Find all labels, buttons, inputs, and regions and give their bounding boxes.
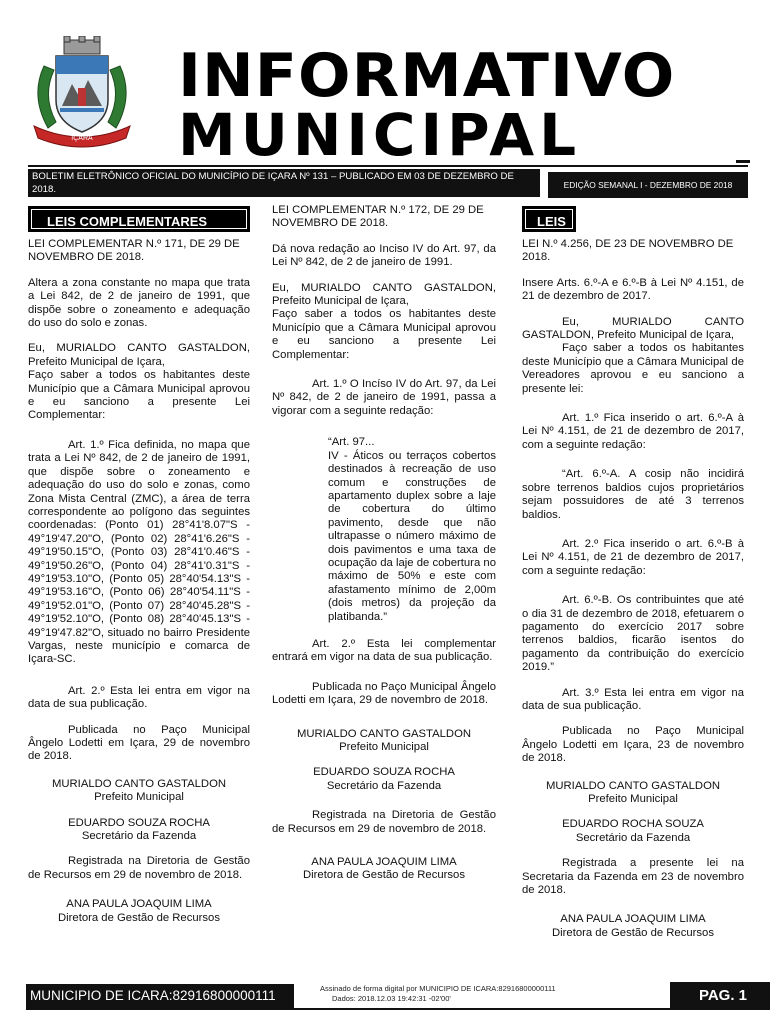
- signature-name: MURIALDO CANTO GASTALDON: [296, 727, 472, 740]
- law-publicada: Publicada no Paço Municipal Ângelo Lodetti em Içara, 23 de novembro de 2018.: [522, 725, 744, 765]
- edicao-badge: EDIÇÃO SEMANAL I - DEZEMBRO DE 2018: [548, 172, 748, 198]
- law-preambulo-2: Faço saber a todos os habitantes deste Município que a Câmara Municipal de Vereadores aprovou e eu sanciono a presente lei:: [522, 342, 744, 395]
- column-leis-complementares: [28, 204, 250, 937]
- signature-role: Secretário da Fazenda: [81, 830, 197, 843]
- law-ementa: Dá nova redação ao Inciso IV do Art. 97, da Lei Nº 842, de 2 de janeiro de 1991.: [272, 242, 496, 269]
- preambulo-line: Eu, MURIALDO CANTO GASTALDON, Prefeito Municipal de Içara,: [522, 315, 744, 342]
- law-article-2: Art. 2.º Esta lei entra em vigor na data de sua publicação.: [28, 684, 250, 711]
- law-publicada: Publicada no Paço Municipal Ângelo Lodetti em Içara, 29 de novembro de 2018.: [28, 723, 250, 763]
- signature-name: EDUARDO SOUZA ROCHA: [68, 816, 210, 829]
- law-preambulo-2: Faço saber a todos os habitantes deste Município que a Câmara Municipal aprovou e eu sanciono a presente Lei Complementar:: [272, 308, 496, 361]
- column-lei-complementar-172: [272, 204, 496, 895]
- law-title: LEI COMPLEMENTAR N.º 171, DE 29 DE NOVEMBRO DE 2018.: [28, 238, 240, 264]
- signature-name: EDUARDO ROCHA SOUZA: [562, 818, 704, 831]
- municipal-crest-icon: [26, 36, 138, 148]
- crest-ribbon-text: IÇARA: [71, 135, 93, 142]
- signature-secretario: [522, 818, 744, 845]
- signature-role: Diretora de Gestão de Recursos: [302, 869, 465, 882]
- law-title: LEI N.º 4.256, DE 23 DE NOVEMBRO DE 2018.: [522, 238, 734, 264]
- signature-name: EDUARDO SOUZA ROCHA: [313, 766, 455, 779]
- signature-role: Diretora de Gestão de Recursos: [57, 911, 220, 924]
- signature-prefeito: [272, 728, 496, 755]
- digital-signer: MUNICIPIO DE ICARA:82916800000111: [26, 984, 294, 1008]
- signature-diretora: [272, 856, 496, 883]
- signature-role: Prefeito Municipal: [588, 793, 678, 805]
- quote-line: “Art. 97...: [328, 436, 375, 449]
- law-article-2: Art. 2.º Fica inserido o art. 6.º-B à Lei Nº 4.151, de 21 de dezembro de 2017, com a seguinte redação:: [522, 537, 744, 577]
- law-preambulo: [522, 316, 744, 343]
- law-ementa: Insere Arts. 6.º-A e 6.º-B à Lei Nº 4.151, de 21 de dezembro de 2017.: [522, 276, 744, 303]
- law-article-3: Art. 3.º Esta lei entra em vigor na data de sua publicação.: [522, 686, 744, 712]
- signature-name: MURIALDO CANTO GASTALDON: [545, 779, 721, 792]
- quote-text: IV - Áticos ou terraços cobertos destinados à recreação de uso comum e construções de apartamento duplex sobre a laje de cobertura do último pavimento, desde que não ultrapasse o número máximo de dois pavimentos e uma taxa de ocupação da laje de cobertura no máximo de 50% e este com afastamento mínimo de 2,00m (dois metros) da projeção da platibanda.”: [328, 449, 496, 623]
- law-title: LEI COMPLEMENTAR N.º 172, DE 29 DE NOVEMBRO DE 2018.: [272, 204, 484, 230]
- footer-rule: [26, 1008, 750, 1010]
- law-article-1: Art. 1.º Fica definida, no mapa que trata a Lei Nº 842, de 2 de janeiro de 1991, que dispõe sobre o zoneamento e adequação do uso do solo e zonas, como Zona Mista Central (ZMC), a área de terra correspondente ao polígono das seguintes coordenadas: (Ponto 01) 28°41'8.07"S - 49°19'47.20"O, (Ponto 02) 28°41'6.26"S - 49°19'50.15"O, (Ponto 03) 28°41'0.46"S - 49°19'50.26"O, (Ponto 04) 28°41'0.31"S - 49°19'53.10"O, (Ponto 05) 28°40'54.13"S - 49°19'53.16"O, (Ponto 06) 28°40'54.11"S - 49°19'52.01"O, (Ponto 07) 28°40'45.28"S - 49°19'52.10"O, (Ponto 08) 28°40'45.13"S - 49°19'47.82"O, situado no bairro Presidente Vargas, neste município e comarca de Içara-SC.: [28, 438, 250, 666]
- signature-prefeito: [28, 778, 250, 805]
- signature-role: Secretário da Fazenda: [575, 831, 691, 844]
- preambulo-line: Eu, MURIALDO CANTO GASTALDON, Prefeito Municipal de Içara,: [28, 342, 250, 368]
- digital-signature-info: [296, 984, 586, 1004]
- signature-secretario: [272, 766, 496, 793]
- boletim-info: BOLETIM ELETRÔNICO OFICIAL DO MUNICÍPIO DE IÇARA Nº 131 – PUBLICADO EM 03 DE DEZEMBRO DE 2018.: [28, 169, 540, 197]
- law-article-2-quote: Art. 6.º-B. Os contribuintes que até o dia 31 de dezembro de 2018, efetuarem o pagamento do exercício 2017 sobre terrenos baldios, ficarão isentos do pagamento da contribuição do exercício 2019.”: [522, 594, 744, 674]
- footer: [26, 984, 750, 1008]
- law-preambulo: [28, 342, 250, 369]
- signature-name: MURIALDO CANTO GASTALDON: [51, 777, 227, 790]
- law-article-1: Art. 1.º O Incíso IV do Art. 97, da Lei Nº 842, de 2 de janeiro de 1991, passa a vigorar com a seguinte redação:: [272, 378, 496, 417]
- law-article-1-quote: “Art. 6.º-A. A cosip não incidirá sobre terrenos baldios cujos proprietários sejam possuidores de até 3 terrenos baldios.: [522, 468, 744, 521]
- signature-role: Diretora de Gestão de Recursos: [551, 926, 714, 939]
- signature-name: ANA PAULA JOAQUIM LIMA: [560, 913, 706, 926]
- law-registrada: Registrada na Diretoria de Gestão de Recursos em 29 de novembro de 2018.: [28, 855, 250, 881]
- law-registrada: Registrada na Diretoria de Gestão de Recursos em 29 de novembro de 2018.: [272, 809, 496, 835]
- signature-prefeito: [522, 780, 744, 807]
- header-decoration: [736, 160, 750, 163]
- signature-role: Prefeito Municipal: [339, 741, 429, 753]
- law-publicada: Publicada no Paço Municipal Ângelo Lodetti em Içara, 29 de novembro de 2018.: [272, 680, 496, 707]
- signature-secretario: [28, 817, 250, 844]
- signature-role: Prefeito Municipal: [94, 791, 184, 804]
- section-heading-leis-complementares: LEIS COMPLEMENTARES: [28, 206, 250, 232]
- law-registrada: Registrada a presente lei na Secretaria da Fazenda em 23 de novembro de 2018.: [522, 857, 744, 897]
- title-municipal: MUNICIPAL: [178, 101, 582, 169]
- page-number: PAG. 1: [670, 982, 770, 1010]
- signature-role: Secretário da Fazenda: [326, 779, 442, 792]
- law-quote: [328, 436, 496, 624]
- signature-diretora: [28, 898, 250, 925]
- signature-name: ANA PAULA JOAQUIM LIMA: [311, 856, 457, 869]
- signature-diretora: [522, 913, 744, 940]
- law-preambulo-2: Faço saber a todos os habitantes deste Município que a Câmara Municipal aprovou e eu sanciono a presente Lei Complementar:: [28, 369, 250, 422]
- law-preambulo: Eu, MURIALDO CANTO GASTALDON, Prefeito Municipal de Içara,: [272, 281, 496, 308]
- law-article-2: Art. 2.º Esta lei complementar entrará em vigor na data de sua publicação.: [272, 637, 496, 664]
- digital-signature-date: Dados: 2018.12.03 19:42:31 -02'00': [332, 994, 451, 1003]
- signature-name: ANA PAULA JOAQUIM LIMA: [66, 898, 212, 911]
- section-heading-leis: LEIS: [522, 206, 576, 232]
- column-leis: [522, 204, 744, 952]
- digital-signature-line: Assinado de forma digital por MUNICIPIO DE ICARA:82916800000111: [320, 984, 556, 993]
- title-informativo: INFORMATIVO: [178, 41, 676, 111]
- law-ementa: Altera a zona constante no mapa que trata a Lei 842, de 2 de janeiro de 1991, que dispõe sobre o zoneamento e adequação do uso do solo e zonas.: [28, 276, 250, 330]
- law-article-1: Art. 1.º Fica inserido o art. 6.º-A à Lei Nº 4.151, de 21 de dezembro de 2017, com a seguinte redação:: [522, 412, 744, 451]
- header-bar: [28, 165, 748, 199]
